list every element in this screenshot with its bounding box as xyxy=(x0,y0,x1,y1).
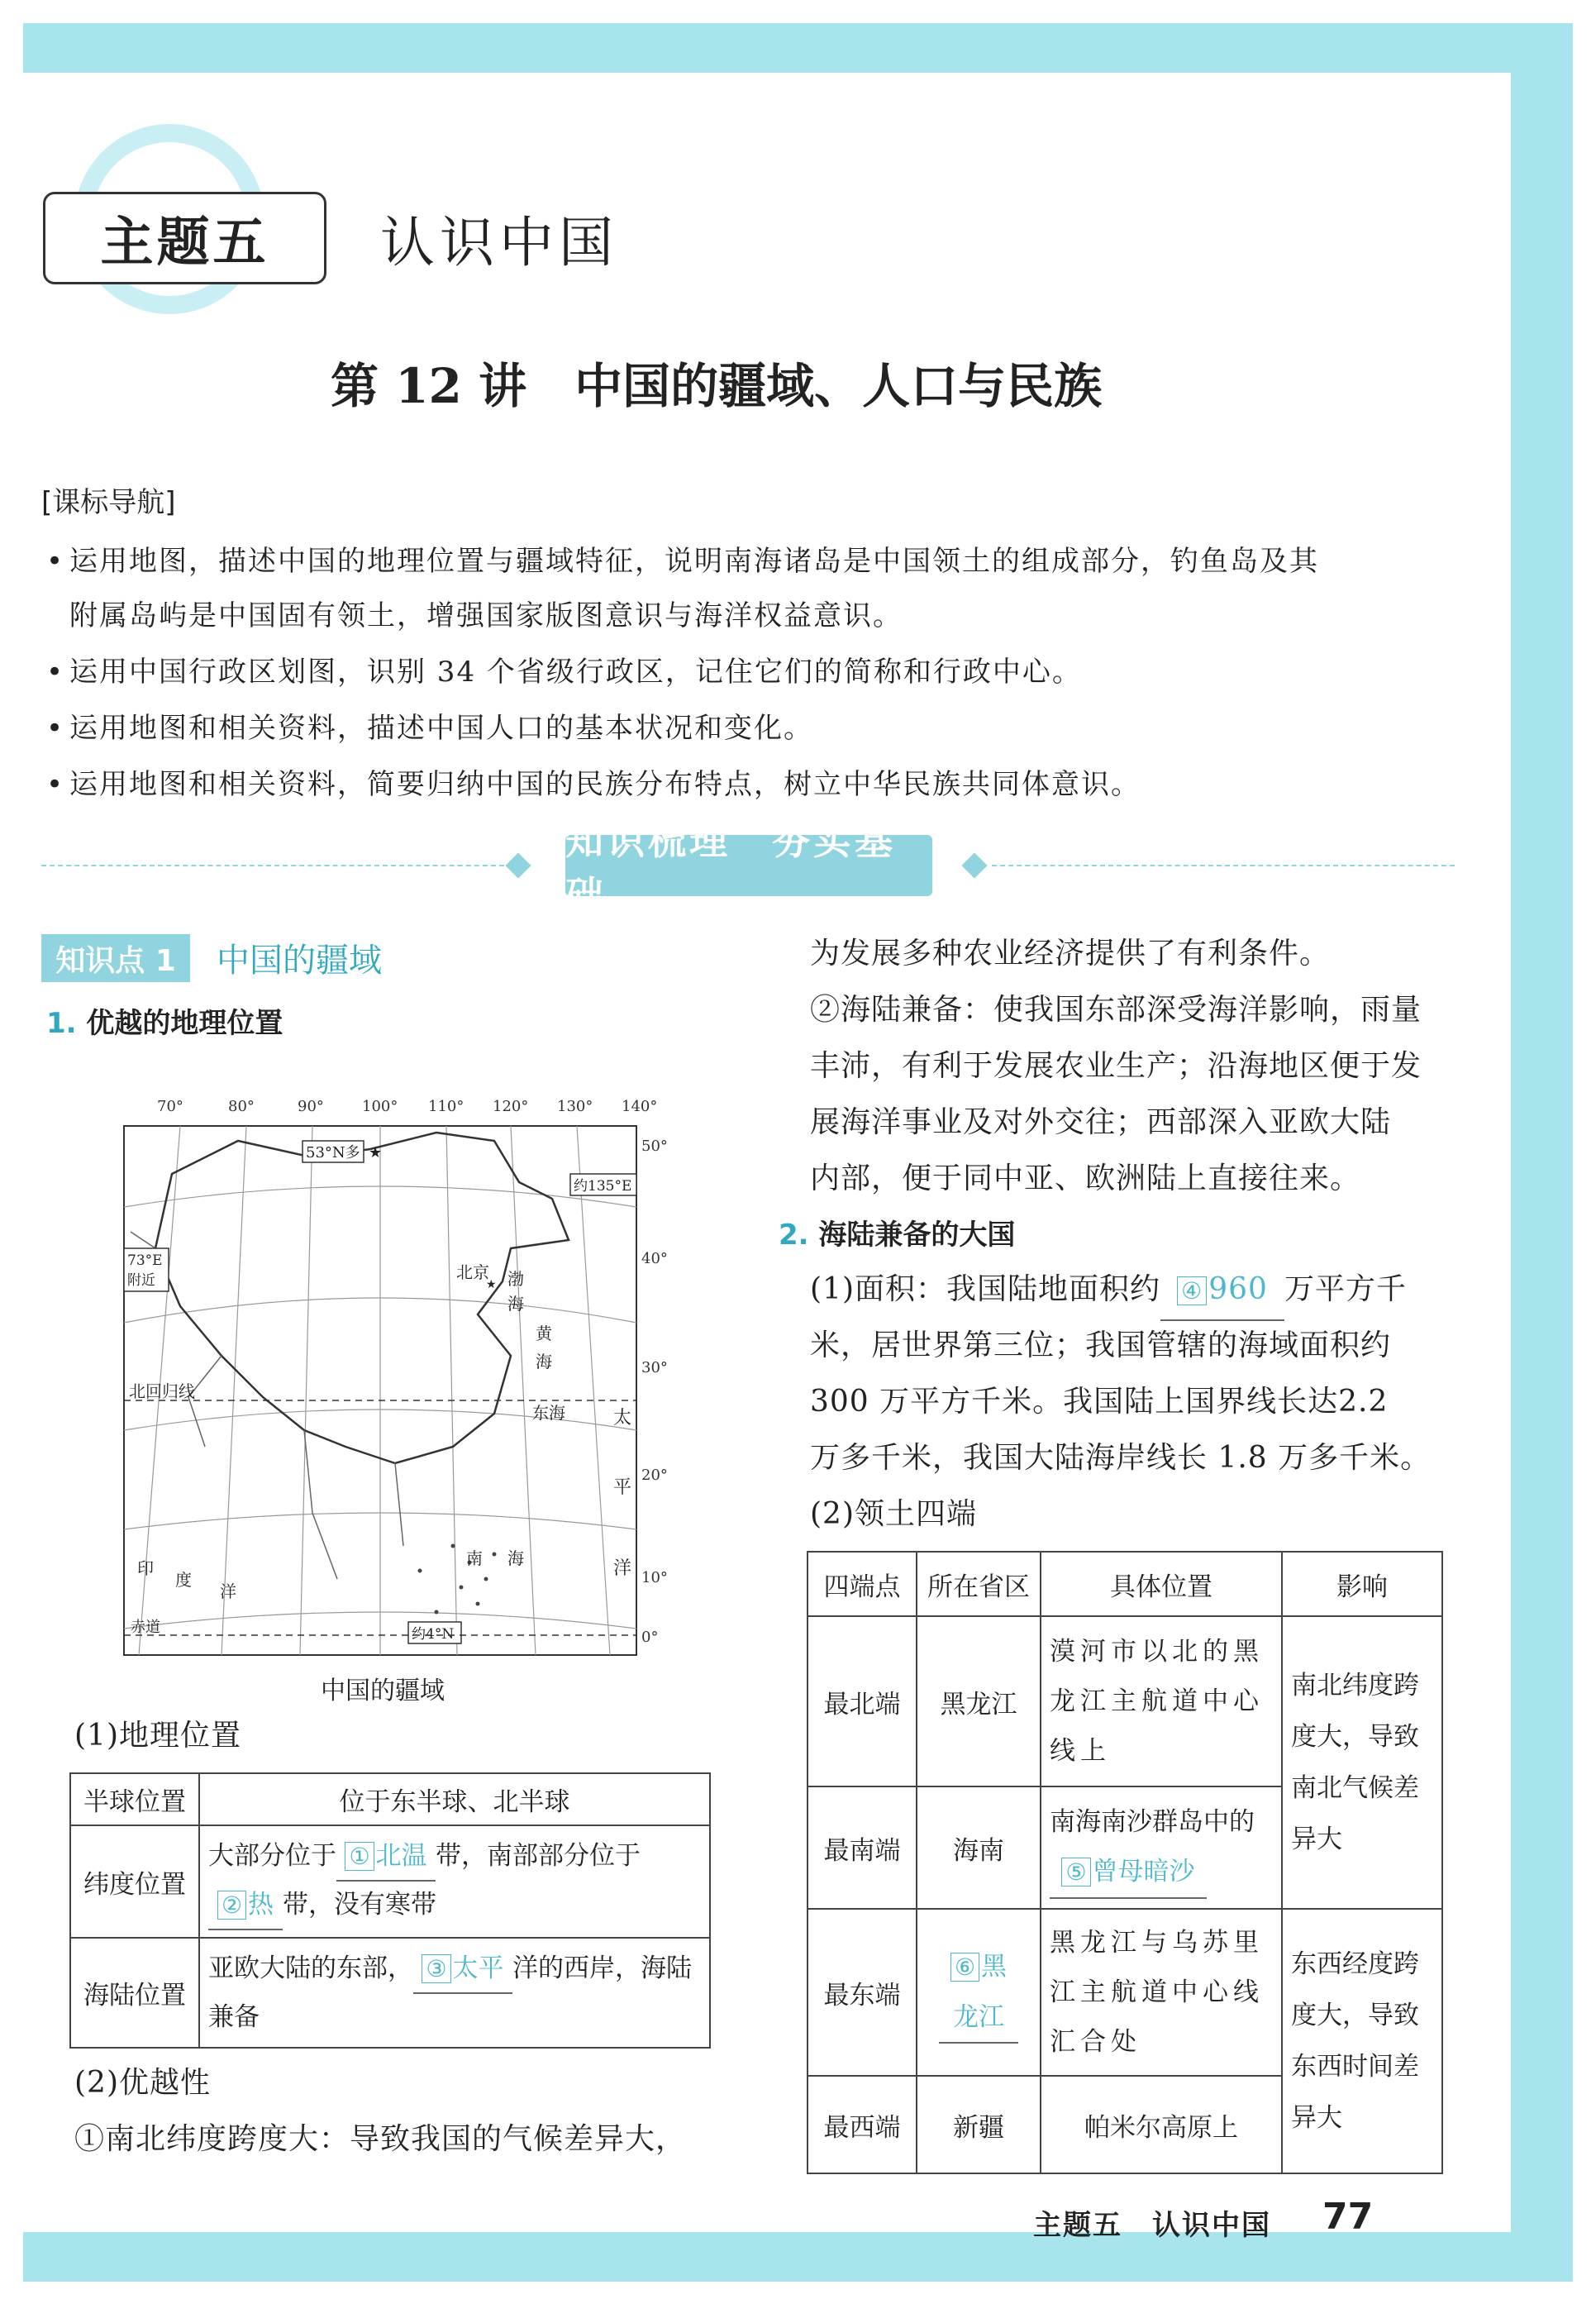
table-cell: 海陆位置 xyxy=(70,1938,199,2048)
cell-text: 带，没有寒带 xyxy=(283,1890,436,1920)
map-label-pacific: 太 xyxy=(613,1408,632,1429)
paragraph: ①南北纬度跨度大：导致我国的气候差异大， xyxy=(74,2122,687,2156)
territory-ends-table xyxy=(807,1551,1443,2174)
cell-text: 带，南部部分位于 xyxy=(436,1841,641,1871)
bullet-text: 运用地图和相关资料，简要归纳中国的民族分布特点，树立中华民族共同体意识。 xyxy=(69,768,1141,801)
paragraph: 为发展多种农业经济提供了有利条件。 xyxy=(810,937,1331,971)
map-label-huanghai: 黄 xyxy=(536,1324,552,1343)
table-row xyxy=(70,1938,710,2048)
table-cell xyxy=(199,1938,710,2048)
table-cell xyxy=(1041,1786,1282,1909)
blank-answer: 黑龙江 xyxy=(953,1951,1008,2032)
map-label-indian: 洋 xyxy=(220,1581,236,1601)
cell-text: 洋的西岸，海陆兼备 xyxy=(208,1953,692,2032)
footer-title: 主题五 认识中国 xyxy=(1033,2209,1271,2242)
table-cell: 新疆 xyxy=(917,2076,1041,2173)
map-label-donghai: 东海 xyxy=(532,1403,565,1423)
answer-blank xyxy=(336,1833,436,1882)
paragraph: 内部，便于同中亚、欧洲陆上直接往来。 xyxy=(810,1162,1361,1195)
answer-blank xyxy=(1050,1847,1207,1899)
bullet-text: 运用地图，描述中国的地理位置与疆域特征，说明南海诸岛是中国领土的组成部分，钓鱼岛及其 xyxy=(69,545,1319,578)
table-row xyxy=(808,1616,1442,1786)
lat-tick: 50° xyxy=(641,1138,668,1155)
blank-number: ⑤ xyxy=(1061,1858,1090,1887)
table-cell: 最东端 xyxy=(808,1909,917,2076)
table-cell: 南北纬度跨度大，导致南北气候差异大 xyxy=(1282,1616,1442,1909)
paragraph: 丰沛，有利于发展农业生产；沿海地区便于发 xyxy=(810,1049,1422,1083)
column-header: 具体位置 xyxy=(1041,1552,1282,1616)
blank-answer: 曾母暗沙 xyxy=(1092,1856,1195,1887)
map-label-west2: 附近 xyxy=(127,1272,155,1289)
paragraph-text: 万平方千 xyxy=(1284,1272,1408,1306)
cell-text: 亚欧大陆的东部， xyxy=(208,1953,413,1983)
paragraph: 300 万平方千米。我国陆上国界线长达2.2 xyxy=(810,1385,1389,1419)
section-heading xyxy=(46,1000,283,1041)
curriculum-bullet-cont xyxy=(69,589,903,643)
page-frame-bottom xyxy=(23,2232,1573,2282)
table-cell: 最北端 xyxy=(808,1616,917,1786)
bullet-text: 运用中国行政区划图，识别 34 个省级行政区，记住它们的简称和行政中心。 xyxy=(69,656,1082,689)
curriculum-bullet: • 运用地图和相关资料，描述中国人口的基本状况和变化。 xyxy=(45,712,813,745)
map-label-east: 约135°E xyxy=(574,1178,632,1195)
section-banner: 知识梳理 夯实基础 xyxy=(565,835,932,896)
lat-tick: 40° xyxy=(641,1250,668,1267)
knowledge-point-tag: 知识点 1 xyxy=(41,934,190,982)
table-cell: 纬度位置 xyxy=(70,1825,199,1938)
china-territory-map xyxy=(122,1083,669,1657)
theme-label: 主题五 xyxy=(43,192,326,284)
answer-blank xyxy=(1160,1262,1284,1321)
blank-number: ③ xyxy=(422,1954,450,1983)
location-table xyxy=(69,1772,711,2049)
map-label-equator: 赤道 xyxy=(131,1619,160,1636)
map-label-pacific: 平 xyxy=(613,1477,632,1498)
blank-answer: 960 xyxy=(1208,1272,1268,1306)
page-frame-top xyxy=(23,23,1573,73)
lon-tick: 70° xyxy=(157,1098,183,1115)
paragraph: 万多千米，我国大陆海岸线长 1.8 万多千米。 xyxy=(810,1441,1432,1475)
table-row xyxy=(70,1773,710,1825)
table-cell: 半球位置 xyxy=(70,1773,199,1825)
paragraph: 展海洋事业及对外交往；西部深入亚欧大陆 xyxy=(810,1105,1392,1139)
page-number: 77 xyxy=(1322,2196,1374,2238)
subheading: (2)领土四端 xyxy=(810,1497,977,1531)
theme-title: 认识中国 xyxy=(380,211,618,274)
bullet-text: 运用地图和相关资料，描述中国人口的基本状况和变化。 xyxy=(69,712,813,745)
answer-blank xyxy=(208,1882,283,1930)
blank-answer: 热 xyxy=(248,1890,274,1920)
curriculum-bullet: • 运用中国行政区划图，识别 34 个省级行政区，记住它们的简称和行政中心。 xyxy=(45,656,1082,689)
lecture-title: 第 12 讲 中国的疆域、人口与民族 xyxy=(331,358,1103,414)
column-header: 影响 xyxy=(1282,1552,1442,1616)
column-header: 四端点 xyxy=(808,1552,917,1616)
lat-tick: 0° xyxy=(641,1629,659,1646)
cell-text: 南海南沙群岛中的 xyxy=(1050,1806,1255,1837)
lon-tick: 110° xyxy=(428,1098,465,1115)
section-heading xyxy=(779,1212,1015,1252)
map-label-bohai: 渤 xyxy=(507,1269,524,1289)
table-cell: 海南 xyxy=(917,1786,1041,1909)
column-header: 所在省区 xyxy=(917,1552,1041,1616)
paragraph: 米，居世界第三位；我国管辖的海域面积约 xyxy=(810,1328,1392,1362)
table-cell xyxy=(917,1909,1041,2076)
map-label-indian: 度 xyxy=(175,1570,192,1590)
table-cell: 最南端 xyxy=(808,1786,917,1909)
table-header-row xyxy=(808,1552,1442,1616)
subheading: (1)地理位置 xyxy=(74,1719,241,1753)
blank-number: ⑥ xyxy=(950,1953,979,1982)
lat-tick: 20° xyxy=(641,1467,668,1484)
table-cell: 黑龙江 xyxy=(917,1616,1041,1786)
table-cell: 东西经度跨度大，导致东西时间差异大 xyxy=(1282,1909,1442,2173)
table-cell: 帕米尔高原上 xyxy=(1041,2076,1282,2173)
map-label-bohai: 海 xyxy=(507,1294,524,1314)
blank-number: ① xyxy=(345,1842,374,1871)
lon-tick: 130° xyxy=(557,1098,593,1115)
blank-answer: 太平 xyxy=(452,1953,504,1983)
blank-answer: 北温 xyxy=(375,1841,427,1871)
map-label-tropic: 北回归线 xyxy=(129,1381,195,1401)
map-label-indian: 印 xyxy=(137,1558,154,1578)
divider-right xyxy=(992,865,1455,868)
map-label-huanghai: 海 xyxy=(536,1352,552,1371)
blank-number: ④ xyxy=(1177,1276,1207,1305)
map-label-north: 53°N多 xyxy=(306,1144,360,1162)
table-cell: 黑龙江与乌苏里江主航道中心线汇合处 xyxy=(1041,1909,1282,2076)
lat-tick: 10° xyxy=(641,1569,668,1586)
bullet-text: 附属岛屿是中国固有领土，增强国家版图意识与海洋权益意识。 xyxy=(69,599,903,632)
section-title: 优越的地理位置 xyxy=(86,1007,283,1040)
answer-blank xyxy=(939,1942,1018,2044)
map-label-west: 73°E xyxy=(127,1252,163,1269)
paragraph: ②海陆兼备：使我国东部深受海洋影响，雨量 xyxy=(810,993,1422,1027)
map-label-nanhai: 海 xyxy=(507,1548,524,1568)
table-cell: 漠河市以北的黑龙江主航道中心线上 xyxy=(1041,1616,1282,1786)
table-row xyxy=(808,1909,1442,2076)
paragraph-text: (1)面积：我国陆地面积约 xyxy=(810,1272,1160,1306)
knowledge-point-title: 中国的疆域 xyxy=(217,942,382,980)
lon-tick: 120° xyxy=(493,1098,529,1115)
subheading: (2)优越性 xyxy=(74,2066,211,2100)
page-frame-right xyxy=(1511,23,1573,2280)
map-label-nanhai: 南 xyxy=(466,1548,483,1568)
star-icon: ★ xyxy=(369,1144,383,1162)
table-cell: 位于东半球、北半球 xyxy=(199,1773,710,1825)
lon-tick: 140° xyxy=(622,1098,658,1115)
map-label-capital: 北京 xyxy=(456,1262,489,1282)
section-title: 海陆兼备的大国 xyxy=(818,1219,1016,1252)
table-cell xyxy=(199,1825,710,1938)
section-number: 2. xyxy=(779,1219,809,1252)
table-cell: 最西端 xyxy=(808,2076,917,2173)
cell-text: 大部分位于 xyxy=(208,1841,336,1871)
table-row xyxy=(70,1825,710,1938)
blank-number: ② xyxy=(217,1891,246,1920)
curriculum-bullet: • 运用地图和相关资料，简要归纳中国的民族分布特点，树立中华民族共同体意识。 xyxy=(45,768,1141,801)
paragraph xyxy=(810,1262,1407,1321)
map-label-pacific: 洋 xyxy=(613,1558,632,1579)
curriculum-bullet: • 运用地图，描述中国的地理位置与疆域特征，说明南海诸岛是中国领土的组成部分，钓鱼岛及其 xyxy=(45,545,1319,578)
lat-tick: 30° xyxy=(641,1359,668,1376)
answer-blank xyxy=(413,1945,512,1994)
lon-tick: 80° xyxy=(228,1098,255,1115)
divider-left xyxy=(41,865,504,868)
curriculum-label: [课标导航] xyxy=(41,486,176,519)
map-caption: 中国的疆域 xyxy=(321,1677,445,1705)
section-number: 1. xyxy=(46,1007,77,1040)
map-label-south: 约4°N xyxy=(412,1626,455,1643)
lon-tick: 90° xyxy=(298,1098,324,1115)
capital-star-icon: ★ xyxy=(486,1278,497,1291)
lon-tick: 100° xyxy=(362,1098,398,1115)
